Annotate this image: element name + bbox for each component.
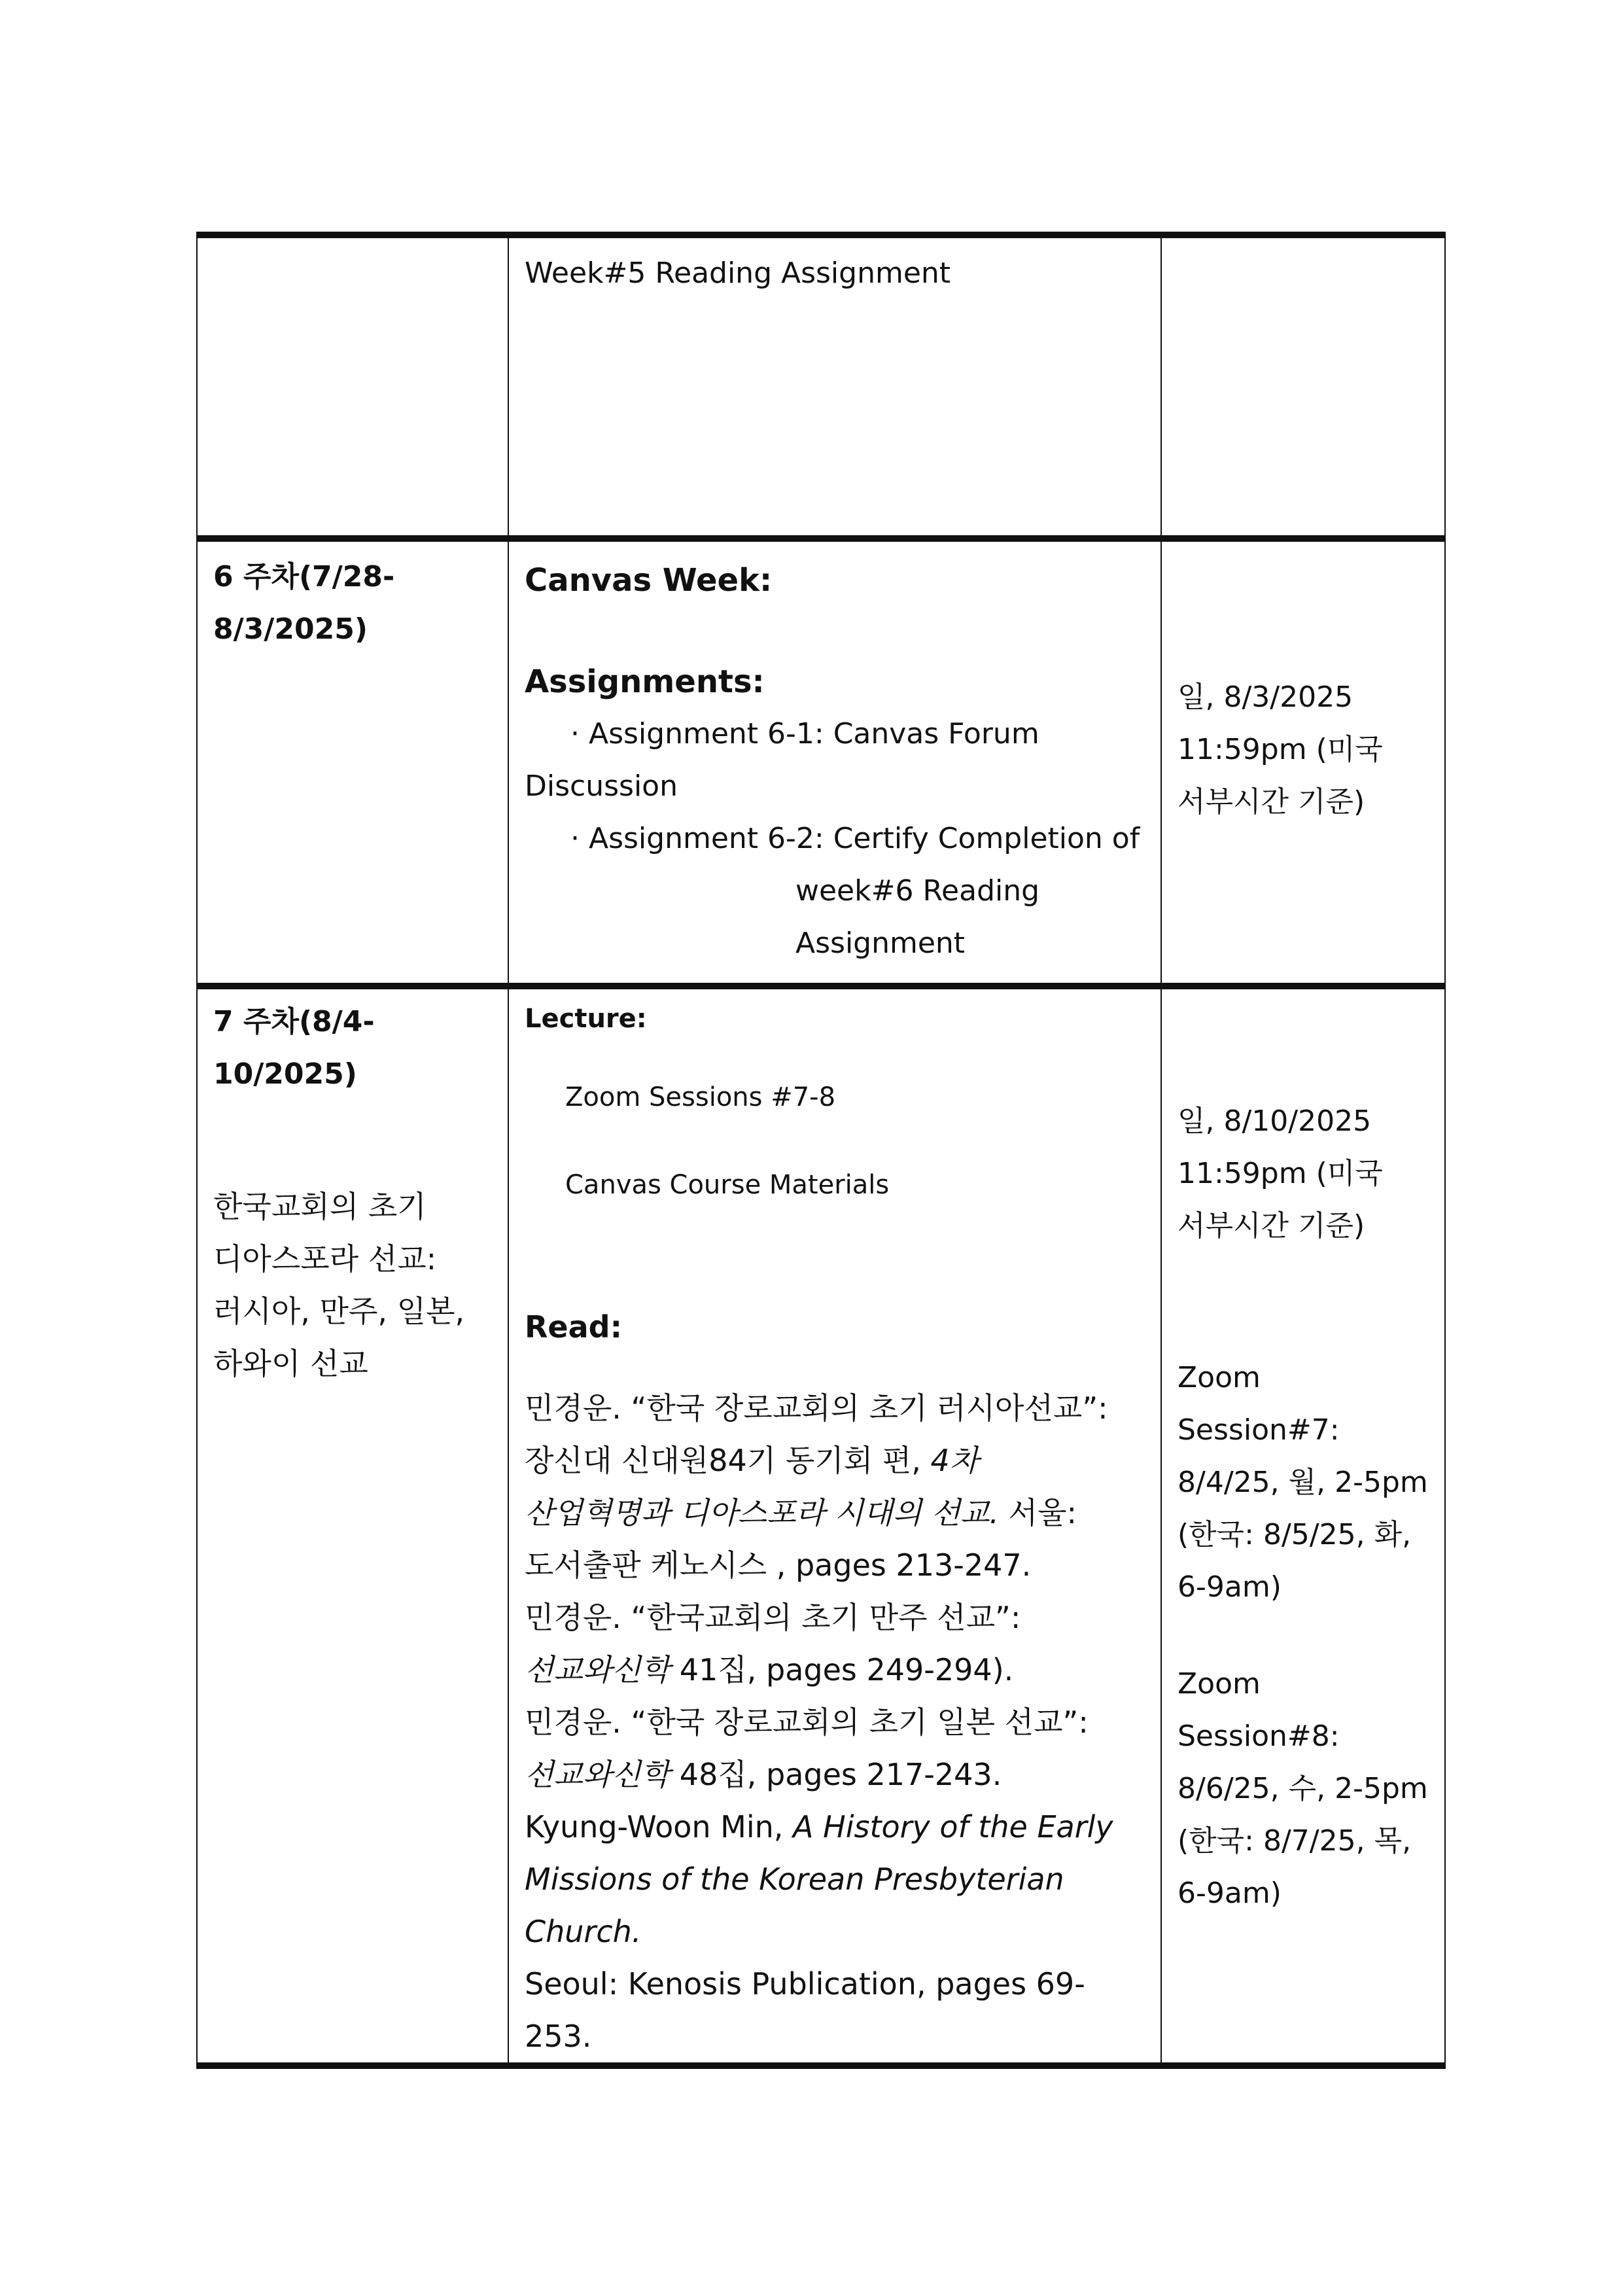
zoom-session-8-line1: Zoom Session#8: [1178,1667,1340,1753]
zoom-session-7-line3: (한국: 8/5/25, 화, [1178,1518,1412,1551]
assignment-6-2-line2: week#6 Reading [795,874,1040,908]
week6-due-cell [1161,539,1445,986]
assignments-heading: Assignments: [525,663,765,700]
week5-reading-assignment: Week#5 Reading Assignment [525,256,951,290]
week7-due-line1: 일, 8/10/2025 [1178,1104,1372,1138]
week7-due-line2: 11:59pm (미국 [1178,1157,1383,1190]
canvas-week-heading: Canvas Week: [525,562,773,599]
week7-content-cell [508,986,1161,2066]
reference-1-line4: 도서출판 케노시스 , pages 213-247. [525,1547,1032,1583]
zoom-session-8-line2: 8/6/25, 수, 2-5pm [1178,1772,1428,1805]
reference-4-line2: Missions of the Korean Presbyterian Church. [525,1862,1064,1949]
week5-content-cell [508,235,1161,539]
lecture-zoom-sessions: Zoom Sessions #7-8 [565,1082,836,1112]
week7-topic-line2: 디아스포라 선교: [213,1241,437,1277]
reference-3-line1: 민경운. “한국 장로교회의 초기 일본 선교”: [525,1704,1089,1740]
week6-content-cell [508,539,1161,986]
week7-topic-line3: 러시아, 만주, 일본, [213,1294,465,1329]
zoom-session-7-line4: 6-9am) [1178,1570,1282,1604]
week7-topic-line4: 하와이 선교 [213,1346,368,1381]
assignment-6-1-line1: · Assignment 6-1: Canvas Forum [570,717,1039,751]
reference-1-line1: 민경운. “한국 장로교회의 초기 러시아선교”: [525,1390,1108,1426]
week7-label-line1: 7 주차(8/4- [213,1005,375,1038]
syllabus-table [196,232,1446,2069]
week7-due-line3: 서부시간 기준) [1178,1209,1365,1243]
week7-topic [213,1180,492,1390]
week5-due-cell [1161,235,1445,539]
zoom-session-7-line1: Zoom Session#7: [1178,1361,1340,1447]
reference-2-line1: 민경운. “한국교회의 초기 만주 선교”: [525,1600,1021,1635]
zoom-session-7-line2: 8/4/25, 월, 2-5pm [1178,1466,1428,1499]
reference-3-line2: 선교와신학 48집, pages 217-243. [525,1757,1002,1792]
zoom-session-8-line4: 6-9am) [1178,1877,1282,1910]
reference-4-line3: Seoul: Kenosis Publication, pages 69-253. [525,1966,1085,2054]
zoom-session-8-line3: (한국: 8/7/25, 목, [1178,1824,1412,1858]
lecture-canvas-materials: Canvas Course Materials [565,1170,890,1200]
lecture-heading: Lecture: [525,1004,647,1034]
table-row-week6 [197,539,1445,986]
week7-label-line2: 10/2025) [213,1057,357,1091]
assignment-6-1-line2: Discussion [525,769,678,803]
assignment-6-2-line3: Assignment [795,927,966,960]
read-heading: Read: [525,1309,622,1345]
reference-1-line2: 장신대 신대원84기 동기회 편, 4차 [525,1443,979,1478]
assignment-6-2-line1: · Assignment 6-2: Certify Completion of [570,822,1140,855]
table-row-week7 [197,986,1445,2066]
week6-due-line3: 서부시간 기준) [1178,785,1365,819]
table-row-week5 [197,235,1445,539]
week7-topic-line1: 한국교회의 초기 [213,1189,427,1224]
reference-2-line2: 선교와신학 41집, pages 249-294). [525,1652,1014,1687]
reference-4-line1: Kyung-Woon Min, A History of the Early [525,1809,1113,1845]
reference-1-line3: 산업혁명과 디아스포라 시대의 선교. 서울: [525,1495,1077,1530]
week6-due-line2: 11:59pm (미국 [1178,733,1383,766]
week6-week-cell [197,539,508,986]
week6-label-line2: 8/3/2025) [213,612,368,646]
week7-due-cell [1161,986,1445,2066]
week6-due-line1: 일, 8/3/2025 [1178,680,1353,714]
week5-week-cell [197,235,508,539]
week7-week-cell [197,986,508,2066]
week6-label-line1: 6 주차(7/28- [213,560,395,593]
